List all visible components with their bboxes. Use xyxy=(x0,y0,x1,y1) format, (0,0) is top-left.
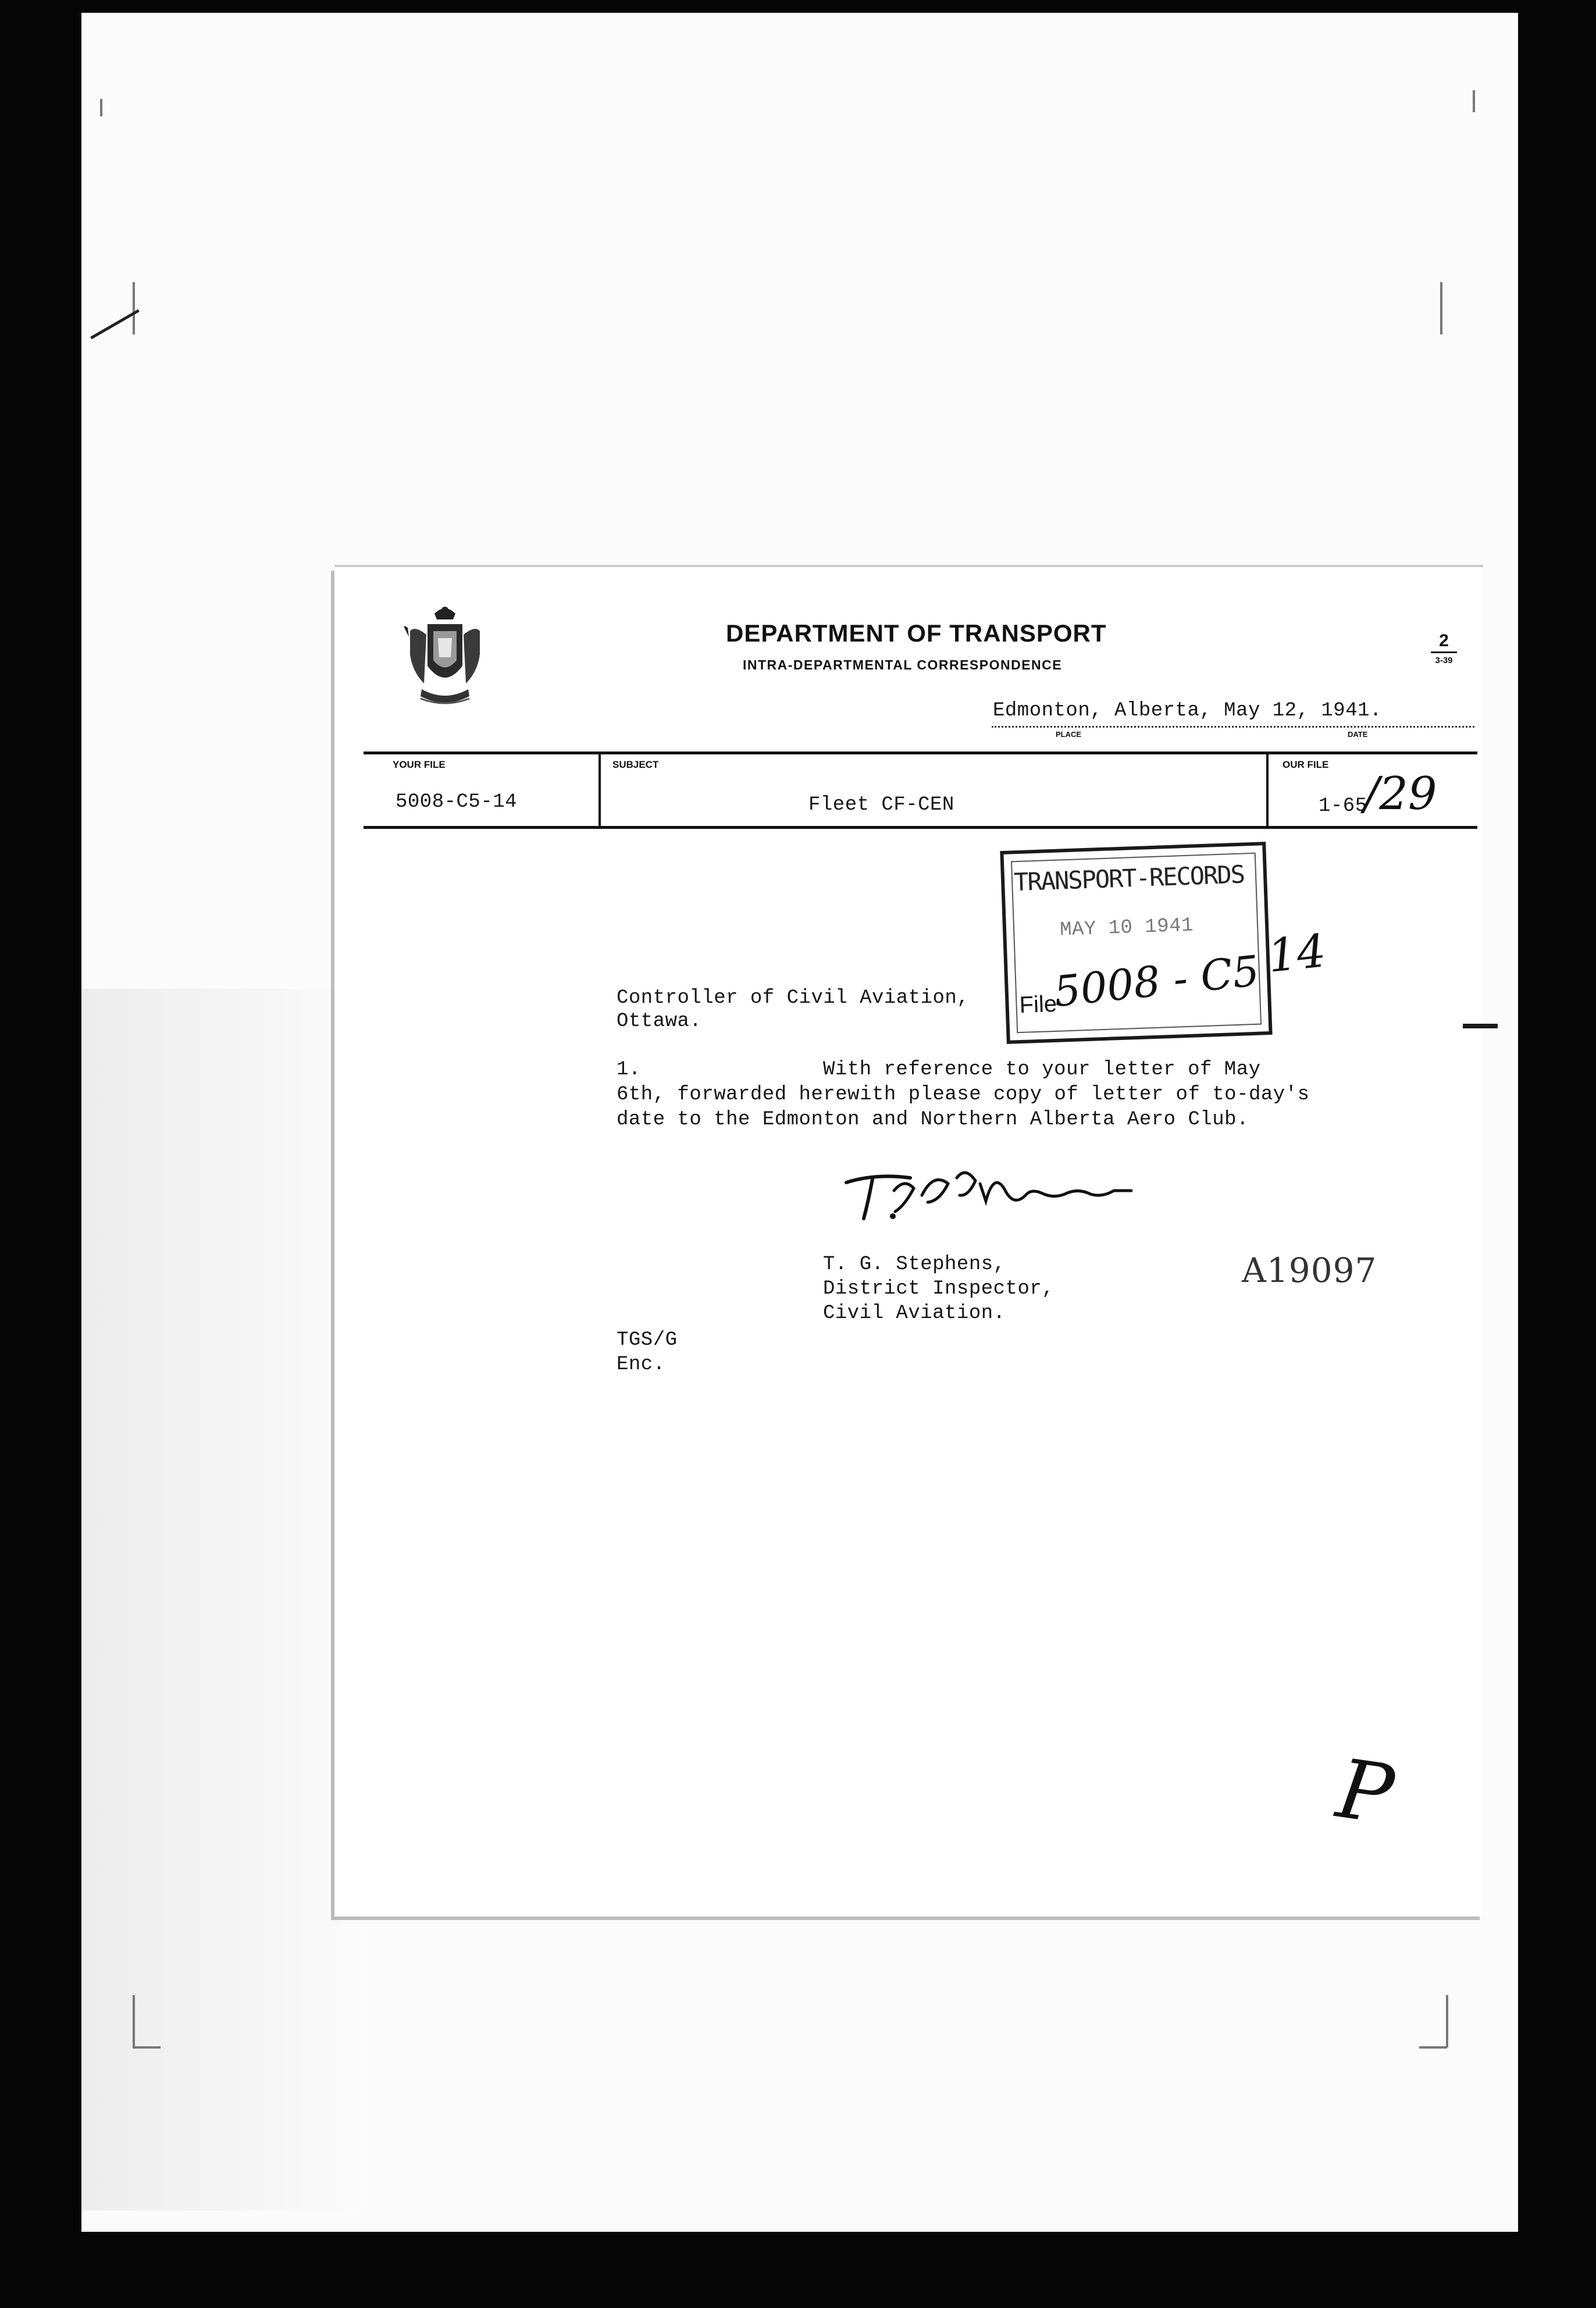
crop-mark-top-right-v xyxy=(1473,90,1475,112)
body-line2: 6th, forwarded herewith please copy of letter of to-day's xyxy=(617,1084,1310,1106)
initials-line1: TGS/G xyxy=(617,1329,678,1351)
body-para-number: 1. xyxy=(617,1059,641,1081)
signature-handwritten xyxy=(840,1160,1143,1224)
crop-mark-bottom-left-v xyxy=(133,1995,135,2047)
place-date-value: Edmonton, Alberta, May 12, 1941. xyxy=(993,700,1382,722)
initials-line2: Enc. xyxy=(617,1354,665,1376)
subject-label: SUBJECT xyxy=(612,759,659,770)
crop-mark-left-upper xyxy=(133,282,135,334)
signature-name: T. G. Stephens, xyxy=(823,1253,1006,1276)
our-file-handwritten: /29 xyxy=(1364,768,1437,820)
stamp-file-label: File xyxy=(1018,991,1057,1018)
department-subtitle: INTRA-DEPARTMENTAL CORRESPONDENCE xyxy=(743,657,1063,672)
crop-mark-bottom-left-h xyxy=(133,2046,161,2049)
edge-tab-right xyxy=(1463,1024,1498,1028)
stamp-file-suffix: 14 xyxy=(1265,925,1328,983)
margin-mark-handwritten: P xyxy=(1331,1741,1399,1843)
addressee-line1: Controller of Civil Aviation, xyxy=(617,987,970,1009)
subject-value: Fleet CF-CEN xyxy=(808,794,954,816)
your-file-value: 5008-C5-14 xyxy=(396,791,518,813)
reference-number: A19097 xyxy=(1242,1251,1377,1290)
records-stamp xyxy=(1000,842,1272,1044)
department-title: DEPARTMENT OF TRANSPORT xyxy=(726,619,1107,647)
place-label: PLACE xyxy=(1056,730,1082,739)
date-label: DATE xyxy=(1348,730,1368,739)
your-file-label: YOUR FILE xyxy=(393,759,446,770)
fields-divider-2 xyxy=(1266,751,1269,828)
signature-branch: Civil Aviation. xyxy=(823,1302,1006,1324)
signature-title: District Inspector, xyxy=(823,1278,1054,1300)
crop-mark-right-upper xyxy=(1440,282,1442,334)
crop-mark-bottom-right-v xyxy=(1446,1995,1448,2047)
place-date-rule xyxy=(992,726,1474,728)
our-file-label: OUR FILE xyxy=(1282,759,1329,770)
form-date: 3-39 xyxy=(1435,656,1453,665)
stamp-file-handwritten: 5008 - C5 xyxy=(1051,946,1262,1017)
our-file-value: 1-65 xyxy=(1319,795,1367,817)
coat-of-arms-icon xyxy=(404,602,486,710)
backing-shade xyxy=(81,989,372,2210)
crop-mark-top-left-v xyxy=(100,99,102,116)
fields-divider-1 xyxy=(598,751,601,828)
fields-top-rule xyxy=(364,751,1477,754)
fields-bottom-rule xyxy=(364,826,1477,829)
crop-mark-bottom-right-h xyxy=(1419,2046,1447,2049)
body-line1: With reference to your letter of May xyxy=(823,1059,1261,1081)
stamp-date: MAY 10 1941 xyxy=(1059,914,1194,942)
letter-sheet xyxy=(334,567,1483,1917)
form-number-rule xyxy=(1431,651,1457,653)
addressee-line2: Ottawa. xyxy=(617,1010,702,1032)
form-number: 2 xyxy=(1439,631,1449,650)
body-line3: date to the Edmonton and Northern Alberta Aero Club. xyxy=(617,1109,1249,1131)
stamp-title: TRANSPORT-RECORDS xyxy=(1013,860,1245,897)
